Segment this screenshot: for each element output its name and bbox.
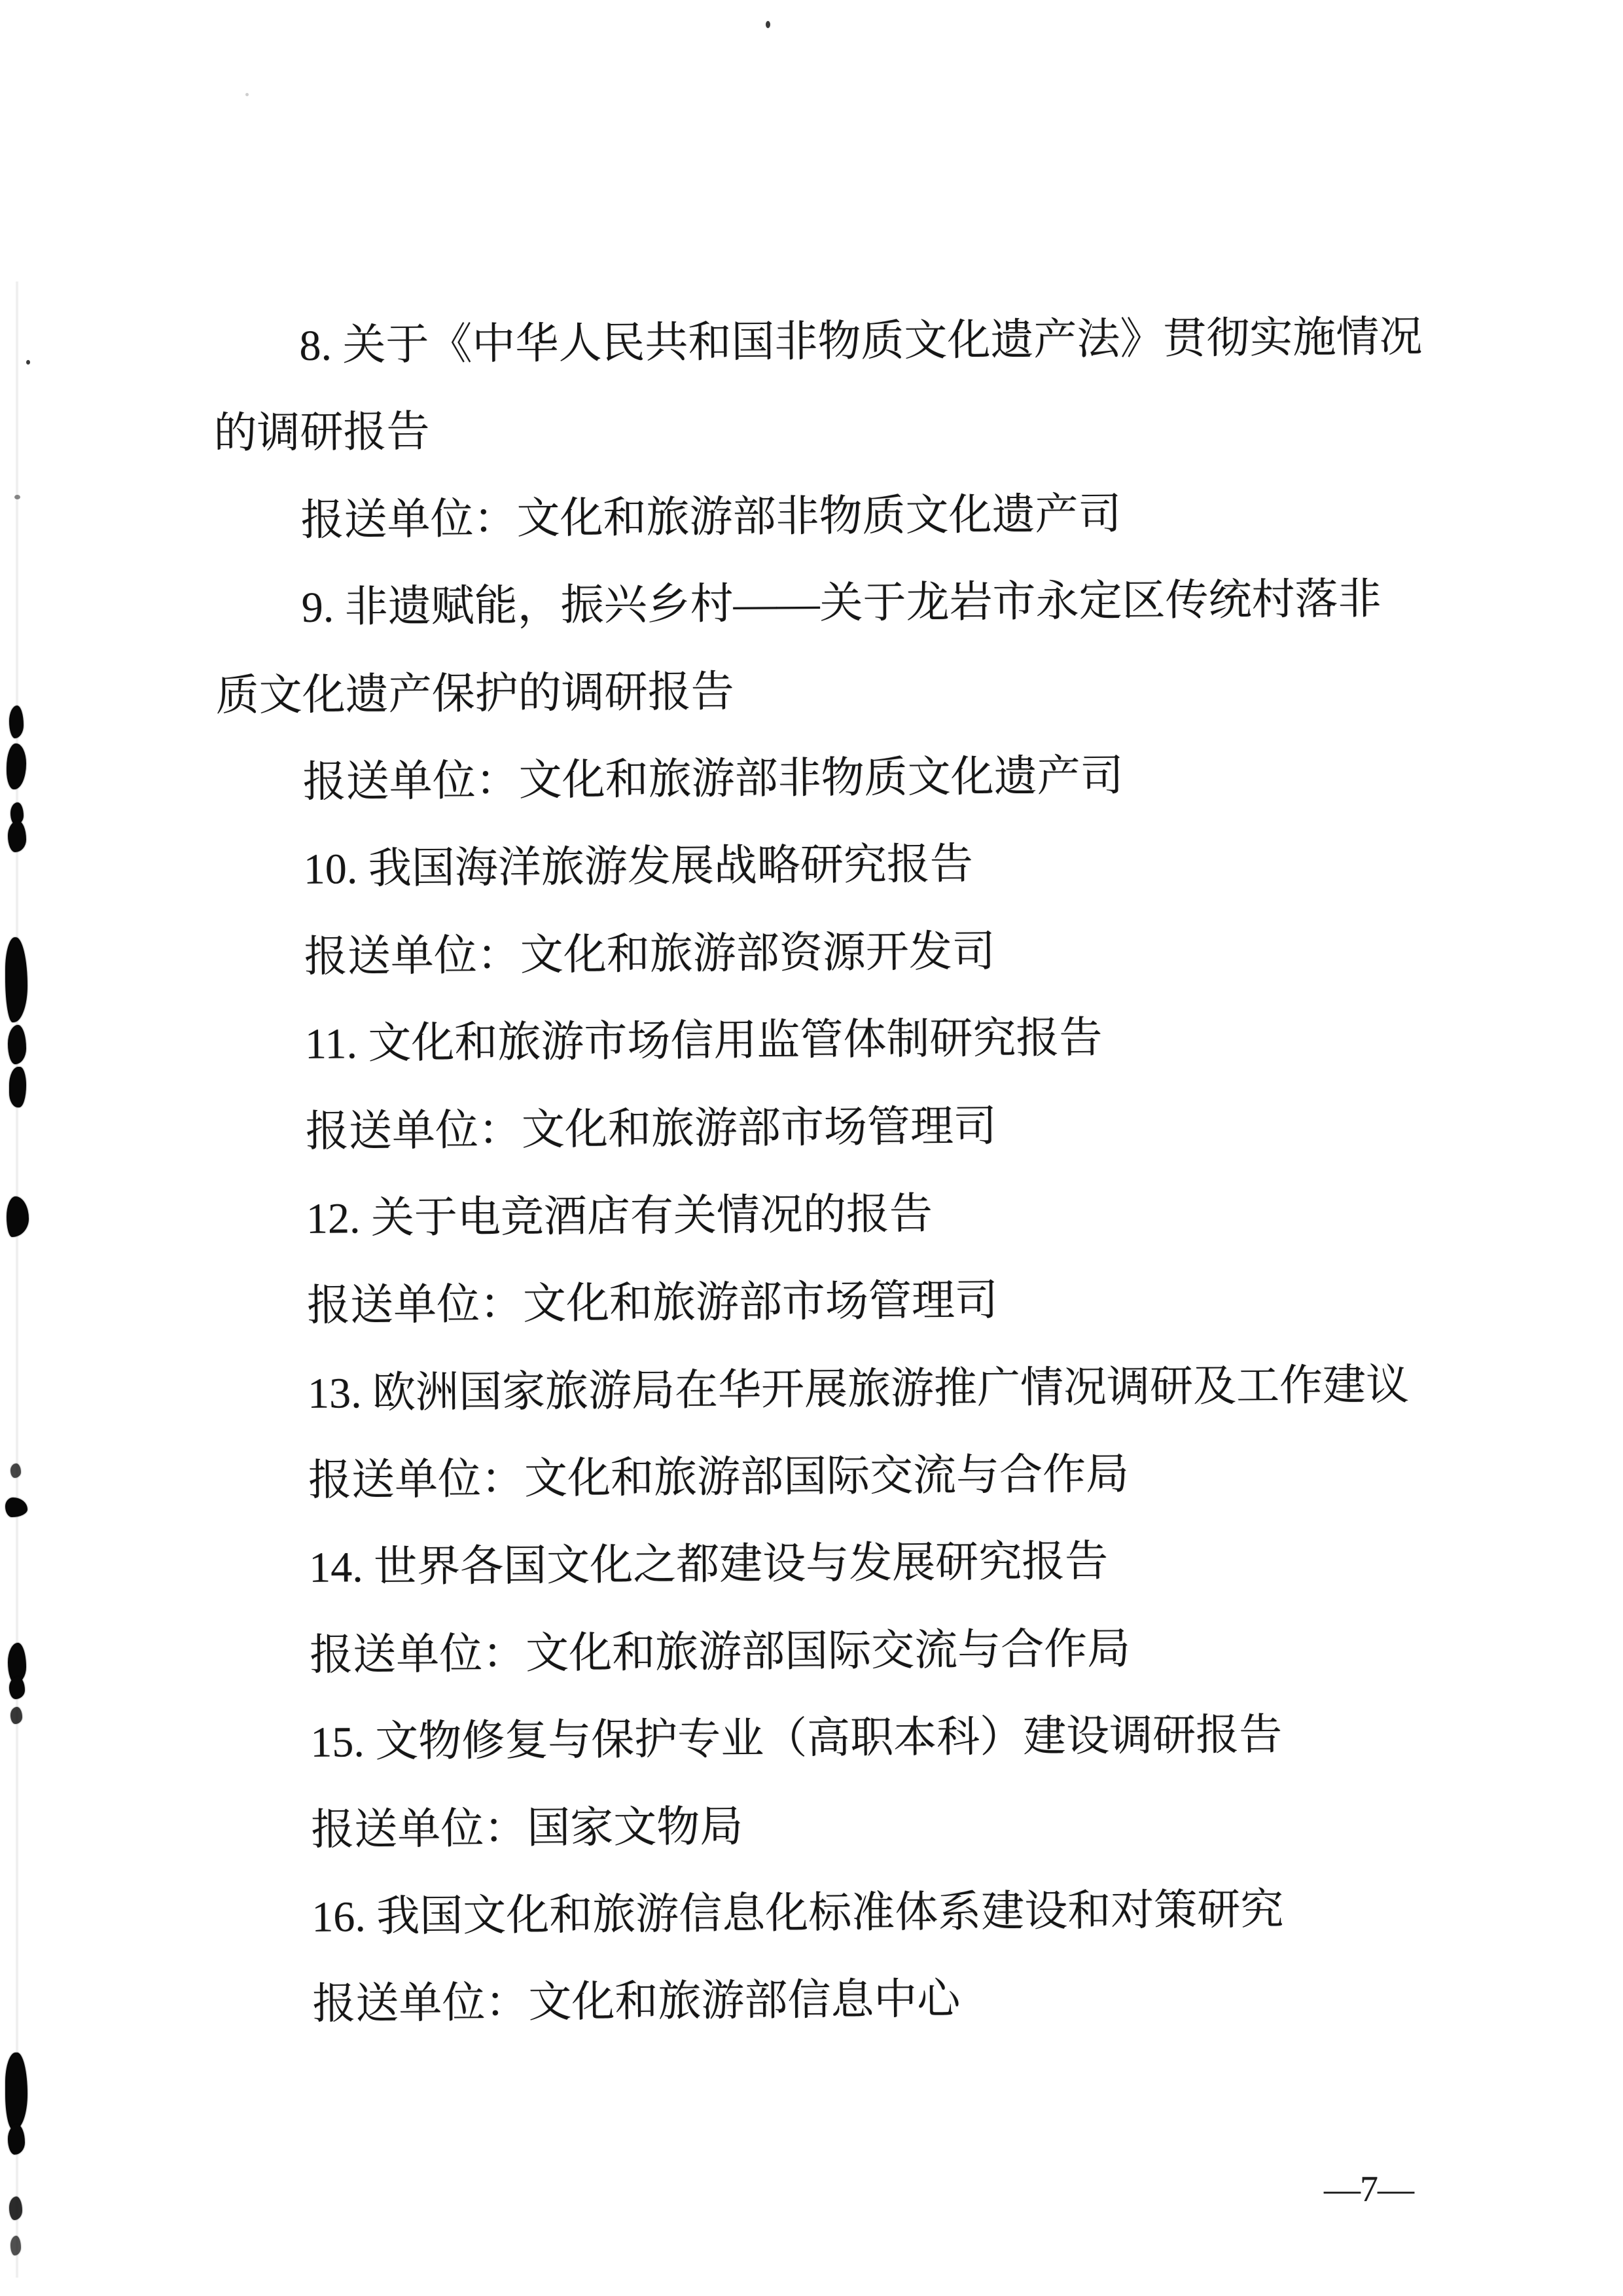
report-unit-line: 报送单位：文化和旅游部市场管理司 xyxy=(305,1102,997,1156)
report-unit-line: 报送单位：文化和旅游部国际交流与合作局 xyxy=(308,1450,1130,1505)
report-unit-line: 报送单位：文化和旅游部非物质文化遗产司 xyxy=(300,490,1122,545)
report-title-line: 15. 文物修复与保护专业（高职本科）建设调研报告 xyxy=(310,1711,1283,1767)
scan-speck xyxy=(245,93,249,96)
ink-blob xyxy=(9,2197,22,2220)
scan-speck xyxy=(14,495,20,499)
ink-blob xyxy=(8,2125,25,2155)
ink-blob xyxy=(7,1196,29,1237)
ink-blob xyxy=(9,706,24,738)
report-title-line: 14. 世界各国文化之都建设与发展研究报告 xyxy=(308,1537,1109,1592)
report-title-line: 10. 我国海洋旅游发展战略研究报告 xyxy=(303,840,974,894)
ink-blob xyxy=(5,937,27,1022)
report-title-line: 13. 欧洲国家旅游局在华开展旅游推广情况调研及工作建议 xyxy=(307,1361,1410,1418)
scan-speck xyxy=(26,360,30,365)
ink-blob xyxy=(5,1498,27,1517)
title-continuation-line: 质文化遗产保护的调研报告 xyxy=(215,668,734,720)
ink-blob xyxy=(10,1463,21,1478)
ink-blob xyxy=(10,2236,21,2255)
report-unit-line: 报送单位：文化和旅游部市场管理司 xyxy=(306,1276,999,1331)
report-title-line: 9. 非遗赋能，振兴乡村——关于龙岩市永定区传统村落非 xyxy=(301,575,1382,632)
scan-streak xyxy=(16,281,18,2278)
ink-blob xyxy=(5,2053,27,2130)
ink-blob xyxy=(9,1067,26,1107)
report-title-line: 8. 关于《中华人民共和国非物质文化遗产法》贯彻实施情况 xyxy=(299,313,1423,370)
ink-blob xyxy=(10,1707,22,1724)
title-continuation-line: 的调研报告 xyxy=(213,408,430,458)
report-unit-line: 报送单位：国家文物局 xyxy=(311,1803,743,1854)
report-unit-line: 报送单位：文化和旅游部国际交流与合作局 xyxy=(309,1624,1131,1679)
report-title-line: 11. 文化和旅游市场信用监管体制研究报告 xyxy=(304,1014,1103,1069)
report-unit-line: 报送单位：文化和旅游部非物质文化遗产司 xyxy=(302,752,1124,806)
report-unit-line: 报送单位：文化和旅游部信息中心 xyxy=(312,1975,961,2029)
scan-speck xyxy=(766,21,770,28)
ink-blob xyxy=(7,744,26,789)
ink-blob xyxy=(8,1025,26,1064)
report-title-line: 12. 关于电竞酒店有关情况的报告 xyxy=(306,1190,933,1243)
report-list xyxy=(213,293,1457,2049)
ink-blob xyxy=(8,821,26,852)
page-number: —7— xyxy=(1324,2169,1414,2210)
report-title-line: 16. 我国文化和旅游信息化标准体系建设和对策研究 xyxy=(312,1886,1284,1941)
report-unit-line: 报送单位：文化和旅游部资源开发司 xyxy=(304,927,996,981)
ink-blob xyxy=(9,1677,25,1699)
